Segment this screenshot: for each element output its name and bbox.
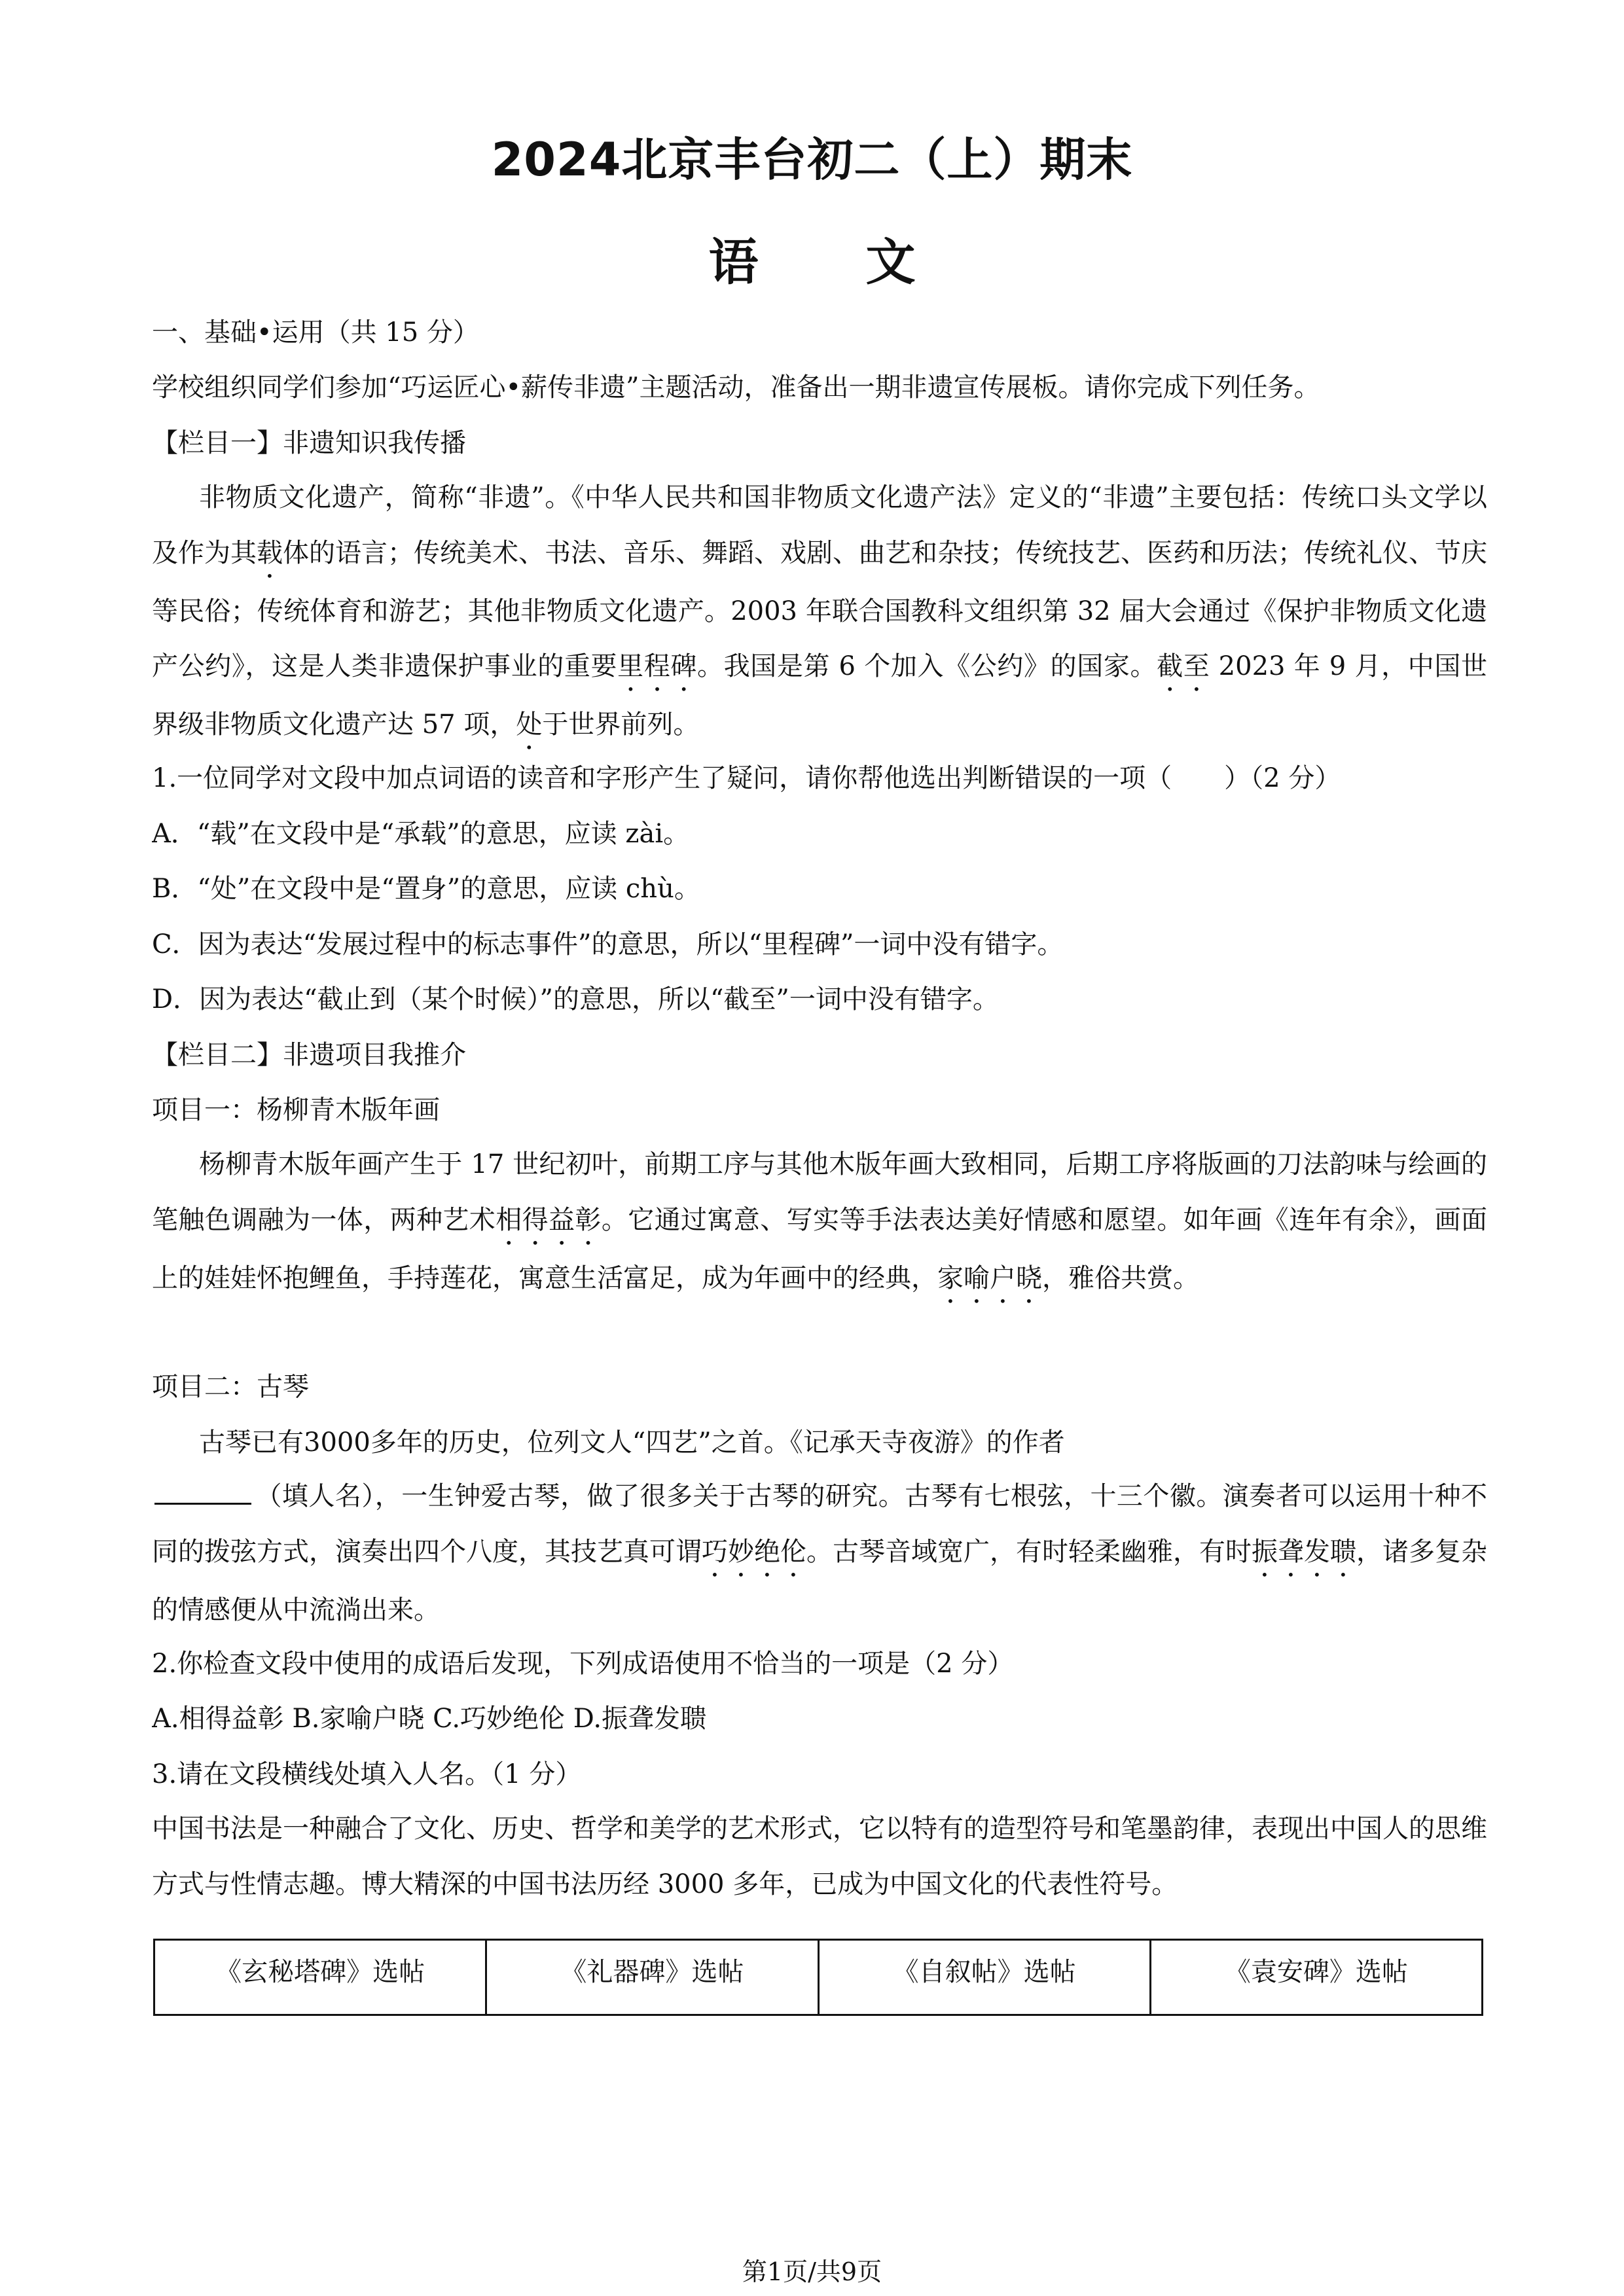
- question-1-option-d: D．因为表达“截止到（某个时候）”的意思，所以“截至”一词中没有错字。: [152, 984, 999, 1014]
- section-heading: 一、基础•运用（共 15 分）: [152, 317, 479, 348]
- table-cell: 《自叙帖》选帖: [818, 1940, 1150, 2015]
- table-cell: 《袁安碑》选帖: [1150, 1940, 1482, 2015]
- table-cell: 《玄秘塔碑》选帖: [154, 1940, 486, 2015]
- table-cell: 《礼器碑》选帖: [486, 1940, 818, 2015]
- item2-heading: 项目二：古琴: [152, 1372, 309, 1402]
- question-1-stem: 1.一位同学对文段中加点词语的读音和字形产生了疑问，请你帮他选出判断错误的一项（ ）（2 分）: [152, 763, 1341, 793]
- question-1-option-b: B．“处”在文段中是“置身”的意思，应读 chù。: [152, 874, 700, 904]
- item2-first-line: 古琴已有3000多年的历史，位列文人“四艺”之首。《记承天寺夜游》的作者: [199, 1427, 1065, 1458]
- page-number: 第1页/共9页: [742, 2257, 882, 2286]
- dotted-word: 振聋发聩: [1252, 1536, 1356, 1567]
- question-3-stem: 3.请在文段横线处填入人名。（1 分）: [152, 1759, 582, 1789]
- question-2-stem: 2.你检查文段中使用的成语后发现，下列成语使用不恰当的一项是（2 分）: [152, 1649, 1014, 1679]
- dotted-word: 里程碑: [617, 651, 698, 681]
- dotted-word: 处: [516, 709, 543, 740]
- question-1-option-c: C．因为表达“发展过程中的标志事件”的意思，所以“里程碑”一词中没有错字。: [152, 929, 1064, 960]
- fill-in-blank[interactable]: [154, 1479, 251, 1505]
- subject-title: [0, 223, 1624, 294]
- subject-char-1: 语: [708, 233, 759, 291]
- item1-paragraph: 杨柳青木版年画产生于 17 世纪初叶，前期工序与其他木版年画大致相同，后期工序将版画的刀法韵味与绘画的笔触色调融为一体，两种艺术相得益彰。它通过寓意、写实等手法表达美好情感和愿望。如年画《连年有余》，画面上的娃娃怀抱鲤鱼，手持莲花，寓意生活富足，成为年画中的经典，家喻户晓，雅俗共赏。: [152, 1149, 1488, 1293]
- question-1-option-a: A．“载”在文段中是“承载”的意思，应读 zài。: [152, 819, 690, 849]
- dotted-word: 巧妙绝伦: [702, 1536, 806, 1567]
- table-row: [154, 1940, 1483, 2015]
- column2-heading: 【栏目二】非遗项目我推介: [152, 1040, 466, 1070]
- question-2-options: A.相得益彰 B.家喻户晓 C.巧妙绝伦 D.振聋发聩: [152, 1704, 707, 1734]
- dotted-word: 载: [257, 537, 283, 568]
- section-intro: 学校组织同学们参加“巧运匠心•薪传非遗”主题活动，准备出一期非遗宣传展板。请你完成下列任务。: [152, 372, 1320, 403]
- item1-heading: 项目一：杨柳青木版年画: [152, 1095, 440, 1125]
- column1-paragraph: 非物质文化遗产，简称“非遗”。《中华人民共和国非物质文化遗产法》定义的“非遗”主要包括：传统口头文学以及作为其载体的语言；传统美术、书法、音乐、舞蹈、戏剧、曲艺和杂技；传统技艺、医药和历法；传统礼仪、节庆等民俗；传统体育和游艺；其他非物质文化遗产。2003 年联合国教科文组织第 32 届大会通过《保护非物质文化遗产公约》，这是人类非遗保护事业的重要里程碑。我国是第 6 个加入《公约》的国家。截至 2023 年 9 月，中国世界级非物质文化遗产达 57 项，处于世界前列。: [152, 482, 1488, 740]
- dotted-word: 相得益彰: [496, 1204, 602, 1235]
- calligraphy-table: [153, 1939, 1483, 2016]
- item2-paragraph: （填人名），一生钟爱古琴，做了很多关于古琴的研究。古琴有七根弦，十三个徽。演奏者可以运用十种不同的拨弦方式，演奏出四个八度，其技艺真可谓巧妙绝伦。古琴音域宽广，有时轻柔幽雅，有时振聋发聩，诸多复杂的情感便从中流淌出来。: [152, 1469, 1487, 1638]
- dotted-word: 截至: [1157, 651, 1210, 681]
- exam-title: 2024北京丰台初二（上）期末: [491, 133, 1133, 187]
- calligraphy-paragraph: 中国书法是一种融合了文化、历史、哲学和美学的艺术形式，它以特有的造型符号和笔墨韵律，表现出中国人的思维方式与性情志趣。博大精深的中国书法历经 3000 多年，已成为中国文化的代表性符号。: [152, 1814, 1487, 1899]
- column1-heading: 【栏目一】非遗知识我传播: [152, 428, 466, 458]
- dotted-word: 家喻户晓: [937, 1263, 1042, 1293]
- subject-char-2: 文: [865, 233, 916, 291]
